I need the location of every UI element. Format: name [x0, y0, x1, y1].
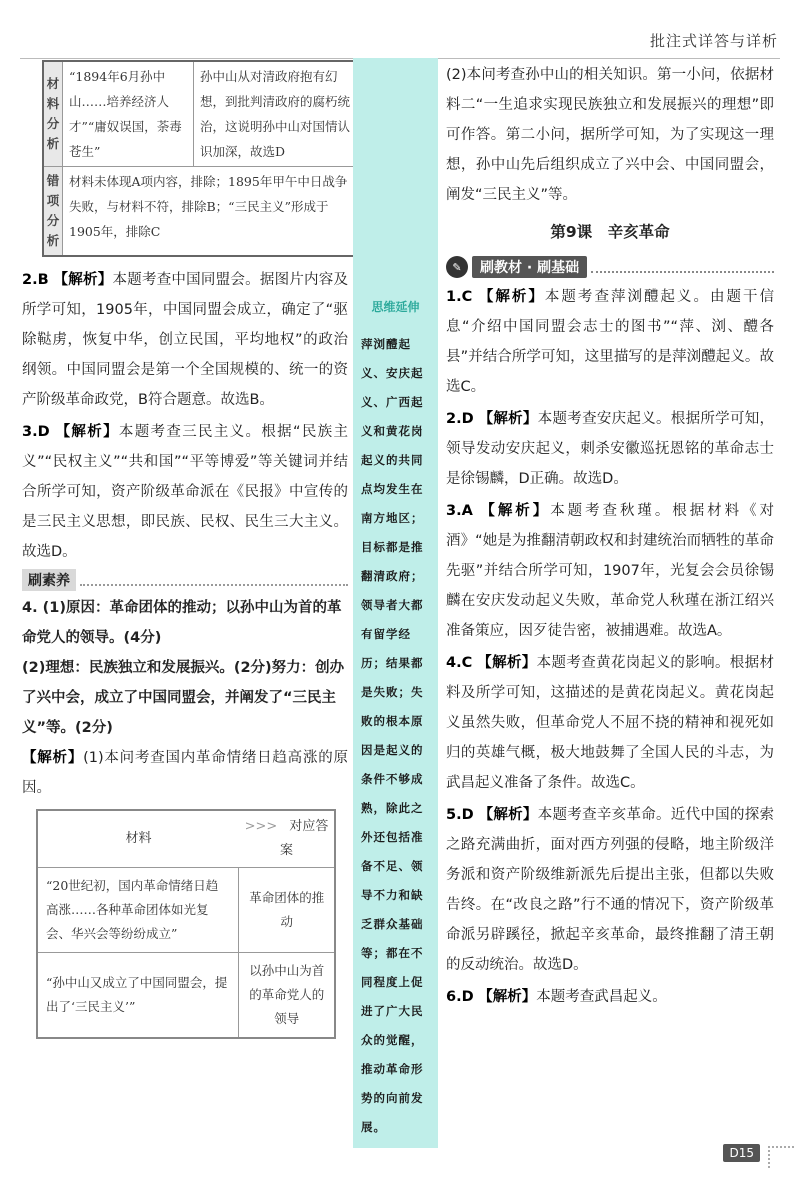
- answer-item-2: 2.B 【解析】本题考查中国同盟会。据图片内容及所学可知，1905年，中国同盟会成立，确定了“驱除鞑虏，恢复中华，创立民国，平均地权”的政治纲领。中国同盟会是第一个全国规模的、统一的资产阶级革命政党，B符合题意。故选B。: [22, 272, 349, 408]
- section-header-literacy: 刷素养: [22, 569, 348, 591]
- left-column: [22, 60, 351, 1039]
- table-header-material: 材料: [37, 810, 239, 868]
- right-column: [446, 60, 774, 1012]
- table-row-material: “孙中山又成立了中国同盟会，提出了‘三民主义’”: [37, 953, 239, 1039]
- book-icon: ✎: [446, 256, 468, 278]
- list-item: 3.A 【解析】本题考查秋瑾。根据材料《对酒》“她是为推翻清朝政权和封建统治而牺牲的革命先驱”并结合所学可知，1907年，光复会会员徐锡麟在安庆发动起义失败，革命党人秋瑾在浙江绍兴准备策应，因歹徒告密，被捕遇难。故选A。: [446, 503, 775, 639]
- running-title: 批注式详答与详析: [649, 32, 778, 50]
- thinking-extension-sidebar: [353, 58, 438, 1148]
- thinking-extension-text: 萍浏醴起义、安庆起义、广西起义和黄花岗起义的共同点均发生在南方地区；目标都是推翻清政府；领导者大都有留学经历；结果都是失败；失败的根本原因是起义的条件不够成熟，除此之外还包括准备不足、领导不力和缺乏群众基础等；都在不同程度上促进了广大民众的觉醒，推动革命形势的向前发展。: [361, 337, 424, 1134]
- analysis-table: [42, 60, 362, 257]
- lesson-title: 第9课 辛亥革命: [550, 223, 670, 241]
- list-item: 2.D 【解析】本题考查安庆起义。根据所学可知，领导发动安庆起义，刺杀安徽巡抚恩铭的革命志士是徐锡麟，D正确。故选D。: [446, 411, 775, 487]
- answer-item-4-part2: (2)理想：民族独立和发展振兴。(2分)努力：创办了兴中会，成立了中国同盟会，并阐发了“三民主义”等。(2分): [22, 660, 345, 736]
- list-item: 6.D 【解析】本题考查武昌起义。: [446, 989, 667, 1005]
- list-item: 4.C 【解析】本题考查黄花岗起义的影响。根据材料及所学可知，这描述的是黄花岗起义。黄花岗起义虽然失败，但革命党人不屈不挠的精神和视死如归的英雄气概，极大地鼓舞了全国人民的斗志，为武昌起义准备了条件。故选C。: [446, 655, 775, 791]
- material-answer-table: [36, 809, 336, 1039]
- wrong-option-label: 错项分析: [43, 167, 63, 257]
- page-number: D15: [723, 1144, 760, 1162]
- list-item: 1.C 【解析】本题考查萍浏醴起义。由题干信息“介绍中国同盟会志士的图书”“萍、浏、醴各县”并结合所学可知，这里描写的是萍浏醴起义。故选C。: [446, 289, 775, 395]
- table-row-answer: 革命团体的推动: [239, 868, 335, 953]
- answer-item-4-part2-analysis: (2)本问考查孙中山的相关知识。第一小问，依据材料二“一生追求实现民族独立和发展振兴的理想”即可作答。第二小问，据所学可知，为了实现这一理想，孙中山先后组织成立了兴中会、中国同盟会，阐发“三民主义”等。: [446, 67, 774, 203]
- answer-item-3: 3.D 【解析】本题考查三民主义。根据“民族主义”“民权主义”“共和国”“平等博爱”等关键词并结合所学可知，资产阶级革命派在《民报》中宣传的是三民主义思想，即民族、民权、民生三大主义。故选D。: [22, 424, 348, 560]
- list-item: 5.D 【解析】本题考查辛亥革命。近代中国的探索之路充满曲折，面对西方列强的侵略，地主阶级洋务派和资产阶级维新派先后提出主张，但都以失败告终。在“改良之路”行不通的情况下，资产阶级革命派另辟蹊径，掀起辛亥革命，最终推翻了清王朝的反动统治。故选D。: [446, 807, 775, 973]
- table-row-answer: 以孙中山为首的革命党人的领导: [239, 953, 335, 1039]
- wrong-option-text: 材料未体现A项内容，排除；1895年甲午中日战争失败，与材料不符，排除B；“三民主义”形成于1905年，排除C: [63, 167, 362, 257]
- corner-decoration: [768, 1146, 794, 1168]
- answer-item-4-part1: 4. (1)原因：革命团体的推动；以孙中山为首的革命党人的领导。(4分): [22, 600, 342, 646]
- material-analysis-label: 材料分析: [43, 61, 63, 167]
- section-header-basics: ✎ 刷教材 · 刷基础: [446, 256, 774, 278]
- table-header-answer: >>> 对应答案: [239, 810, 335, 868]
- answer-item-4-analysis: 【解析】(1)本问考查国内革命情绪日趋高涨的原因。: [22, 750, 348, 796]
- material-analysis-text: 孙中山从对清政府抱有幻想，到批判清政府的腐朽统治，这说明孙中山对国情认识加深，故选D: [194, 61, 362, 167]
- material-quote: “1894年6月孙中山……培养经济人才”“庸奴误国，荼毒苍生”: [63, 61, 194, 167]
- arrow-icon: >>>: [244, 819, 278, 834]
- thinking-extension-title: 思维延伸: [371, 300, 420, 314]
- table-row-material: “20世纪初，国内革命情绪日趋高涨……各种革命团体如光复会、华兴会等纷纷成立”: [37, 868, 239, 953]
